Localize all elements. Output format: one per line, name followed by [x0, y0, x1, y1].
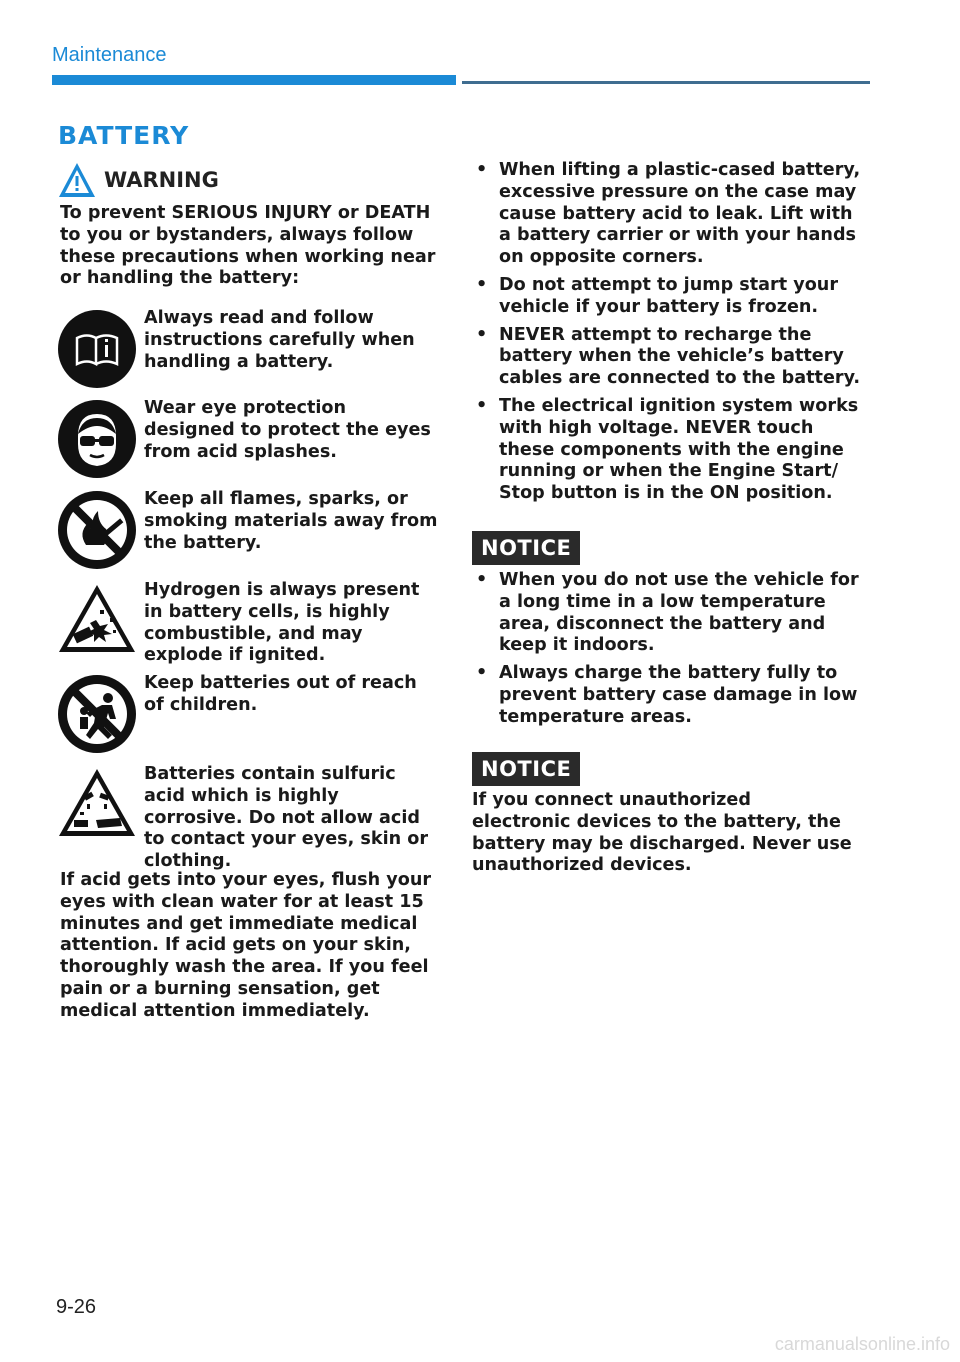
notice-label: NOTICE — [472, 531, 580, 565]
explosion-hazard-icon — [56, 580, 138, 662]
page-title: BATTERY — [58, 121, 190, 150]
list-item: • Always charge the battery fully to prevent battery case damage in low temperature areas. — [476, 663, 858, 727]
header-section-title: Maintenance — [52, 44, 167, 66]
eye-protection-icon — [56, 398, 138, 480]
bullet-icon: • — [476, 324, 488, 345]
manual-info-icon — [56, 308, 138, 390]
precaution-text: Batteries contain sulfuric acid which is highly corrosive. Do not allow acid to contact your eyes, skin or clothing. — [144, 764, 429, 872]
header-rule — [462, 81, 870, 84]
corrosive-hazard-icon — [56, 764, 138, 846]
watermark: carmanualsonline.info — [774, 1334, 950, 1354]
warning-heading — [58, 162, 219, 198]
bullet-icon: • — [476, 160, 488, 180]
precaution-text: Always read and follow instructions carefully when handling a battery. — [144, 308, 415, 372]
list-item: • Do not attempt to jump start your vehicle if your battery is frozen. — [476, 274, 839, 317]
precaution-text: Keep all flames, sparks, or smoking materials away from the battery. — [144, 489, 438, 553]
list-item: • When lifting a plastic-cased battery, excessive pressure on the case may cause battery acid to leak. Lift with a battery carrier or with your hands on opposite corners. — [476, 160, 861, 268]
notice-label: NOTICE — [472, 752, 580, 786]
notice-text: If you connect unauthorized electronic devices to the battery, the battery may be discharged. Never use unauthorized devices. — [472, 790, 852, 876]
bullet-icon: • — [476, 274, 488, 295]
header-accent-bar — [52, 75, 456, 85]
precaution-text: Keep batteries out of reach of children. — [144, 673, 417, 715]
precaution-text: Wear eye protection designed to protect the eyes from acid splashes. — [144, 398, 431, 462]
list-item: • The electrical ignition system works with high voltage. NEVER touch these components with the engine running or when the Engine Start/ Stop button is in the ON position. — [476, 395, 859, 504]
warning-label: WARNING — [104, 168, 219, 192]
list-item: • NEVER attempt to recharge the battery when the vehicle’s battery cables are connected to the battery. — [476, 324, 861, 389]
keep-away-children-icon — [56, 673, 138, 755]
warning-outro: If acid gets into your eyes, flush your eyes with clean water for at least 15 minutes and get immediate medical attention. If acid gets on your skin, thoroughly wash the area. If you feel pain or a burning sensation, get medical attention immediately. — [60, 870, 432, 1021]
notice-bullet-list — [472, 570, 862, 735]
list-item: • When you do not use the vehicle for a long time in a low temperature area, disconnect the battery and keep it indoors. — [476, 570, 859, 656]
warning-intro: To prevent SERIOUS INJURY or DEATH to you or bystanders, always follow these precautions when working near or handling the battery: — [60, 203, 436, 289]
warning-triangle-icon — [58, 162, 96, 198]
precaution-text: Hydrogen is always present in battery cells, is highly combustible, and may explode if ignited. — [144, 580, 420, 666]
no-flames-icon — [56, 489, 138, 571]
bullet-icon: • — [476, 395, 488, 416]
bullet-icon: • — [476, 663, 488, 684]
warning-bullet-list — [472, 160, 862, 511]
page-number: 9-26 — [56, 1296, 97, 1318]
bullet-icon: • — [476, 570, 488, 590]
